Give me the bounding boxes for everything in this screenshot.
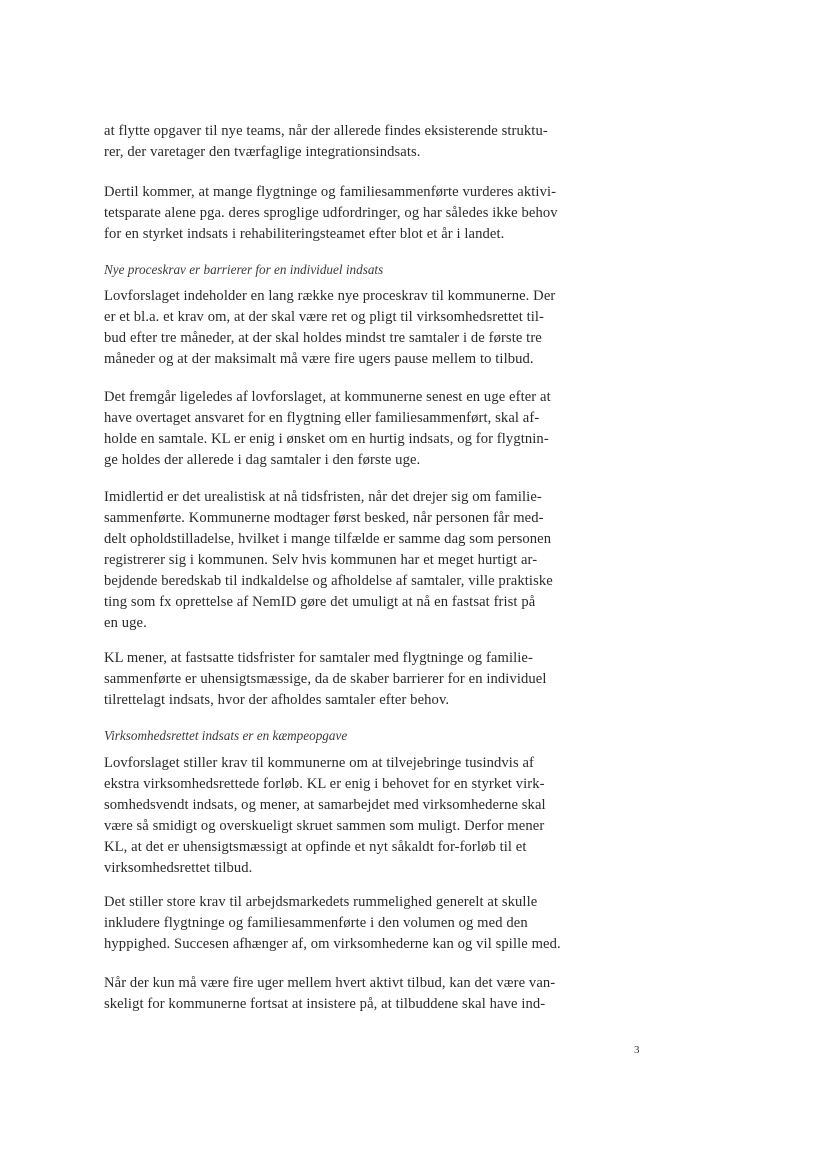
text-line: delt opholdstilladelse, hvilket i mange tilfælde er samme dag som personen (104, 531, 552, 547)
text-line: ge holdes der allerede i dag samtaler i den første uge. (104, 452, 421, 468)
page-number: 3 (634, 1044, 640, 1056)
section-heading: Virksomhedsrettet indsats er en kæmpeopgave (104, 728, 348, 743)
text-line: Når der kun må være fire uger mellem hvert aktivt tilbud, kan det være van- (104, 975, 556, 991)
section-heading: Nye proceskrav er barrierer for en individuel indsats (104, 262, 384, 277)
text-line: somhedsvendt indsats, og mener, at samarbejdet med virksomhederne skal (104, 797, 546, 813)
text-line: hyppighed. Succesen afhænger af, om virksomhederne kan og vil spille med. (104, 936, 561, 952)
text-line: tilrettelagt indsats, hvor der afholdes samtaler efter behov. (104, 692, 450, 708)
text-line: KL mener, at fastsatte tidsfrister for samtaler med flygtninge og familie- (104, 650, 533, 666)
text-line: holde en samtale. KL er enig i ønsket om en hurtig indsats, og for flygtnin- (104, 431, 549, 447)
text-line: Dertil kommer, at mange flygtninge og familiesammenførte vurderes aktivi- (104, 184, 557, 200)
text-line: Lovforslaget stiller krav til kommunerne om at tilvejebringe tusindvis af (104, 755, 535, 771)
text-line: Lovforslaget indeholder en lang række nye proceskrav til kommunerne. Der (104, 288, 556, 304)
text-line: skeligt for kommunerne fortsat at insistere på, at tilbuddene skal have ind- (104, 996, 546, 1012)
text-line: registrerer sig i kommunen. Selv hvis kommunen har et meget hurtigt ar- (104, 552, 538, 568)
text-line: inkludere flygtninge og familiesammenførte i den volumen og med den (104, 915, 528, 931)
text-line: ting som fx oprettelse af NemID gøre det umuligt at nå en fastsat frist på (104, 594, 536, 610)
text-line: være så smidigt og overskueligt skruet sammen som muligt. Derfor mener (104, 818, 545, 834)
text-line: for en styrket indsats i rehabiliteringsteamet efter blot et år i landet. (104, 226, 505, 242)
text-line: at flytte opgaver til nye teams, når der allerede findes eksisterende struktu- (104, 123, 548, 139)
text-line: er et bl.a. et krav om, at der skal være ret og pligt til virksomhedsrettet til- (104, 309, 545, 325)
text-line: KL, at det er uhensigtsmæssigt at opfinde et nyt såkaldt for-forløb til et (104, 839, 527, 855)
text-line: bejdende beredskab til indkaldelse og afholdelse af samtaler, ville praktiske (104, 573, 553, 589)
text-line: rer, der varetager den tværfaglige integrationsindsats. (104, 144, 421, 160)
text-line: ekstra virksomhedsrettede forløb. KL er enig i behovet for en styrket virk- (104, 776, 545, 792)
text-line: have overtaget ansvaret for en flygtning eller familiesammenført, skal af- (104, 410, 540, 426)
text-line: bud efter tre måneder, at der skal holdes mindst tre samtaler i de første tre (104, 330, 542, 346)
text-line: Det fremgår ligeledes af lovforslaget, at kommunerne senest en uge efter at (104, 389, 551, 405)
text-line: sammenførte. Kommunerne modtager først besked, når personen får med- (104, 510, 544, 526)
text-line: Det stiller store krav til arbejdsmarkedets rummelighed generelt at skulle (104, 894, 538, 910)
text-line: en uge. (104, 615, 147, 631)
text-line: virksomhedsrettet tilbud. (104, 860, 253, 876)
text-line: sammenførte er uhensigtsmæssige, da de skaber barrierer for en individuel (104, 671, 547, 687)
text-line: tetsparate alene pga. deres sproglige udfordringer, og har således ikke behov (104, 205, 558, 221)
text-line: Imidlertid er det urealistisk at nå tidsfristen, når det drejer sig om familie- (104, 489, 542, 505)
text-line: måneder og at der maksimalt må være fire ugers pause mellem to tilbud. (104, 351, 534, 367)
